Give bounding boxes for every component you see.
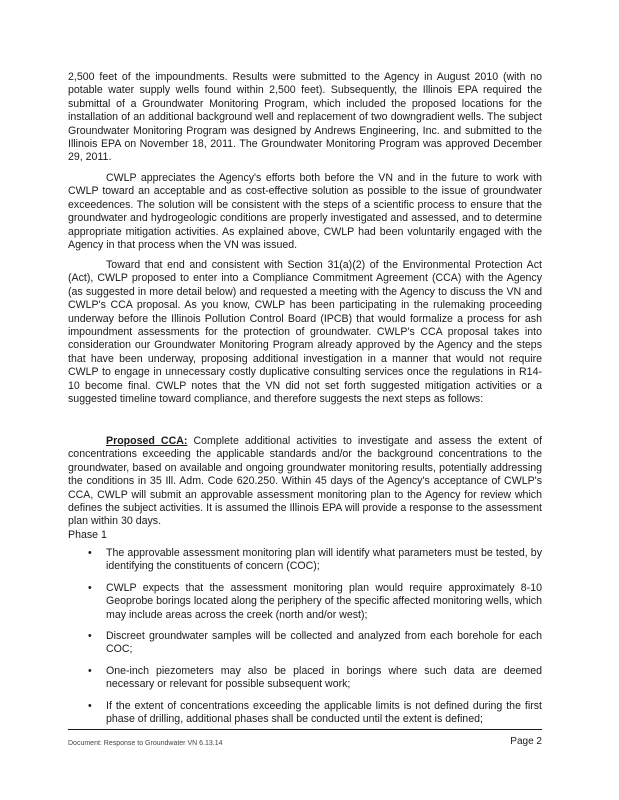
paragraph-1-text: 2,500 feet of the impoundments. Results were submitted to the Agency in August 2010 (with no potable water supply wells found within 2,500 feet). Subsequently, the Illinois EPA required the submittal of a Groundwater Monitoring Program, which included the proposed locations for the installation of an additional background well and replacement of two downgradient wells. The subject Groundwater Monitoring Program was designed by Andrews Engineering, Inc. and submitted to the Illinois EPA on November 18, 2011. The Groundwater Monitoring Program was approved December 29, 2011.: [68, 71, 542, 164]
proposed-cca-text: Complete additional activities to investigate and assess the extent of concentrations exceeding the applicable standards and/or the background concentrations to the groundwater, based on available and ongoing groundwater monitoring results, potentially addressing the conditions in 35 Ill. Adm. Code 620.250. Within 45 days of the Agency's acceptance of CWLP's CCA, CWLP will submit an approvable assessment monitoring plan to the Agency for review which defines the subject activities. It is assumed the Illinois EPA will provide a response to the assessment plan within 30 days.: [68, 435, 543, 528]
paragraph-1: [68, 71, 542, 165]
list-item-text: CWLP expects that the assessment monitoring plan would require approximately 8-10 Geoprobe borings located along the periphery of the specific affected monitoring wells, which may include areas across the creek (north and/or west);: [106, 581, 542, 621]
paragraph-4: [68, 435, 542, 529]
list-item: [68, 582, 542, 622]
bullet-icon: •: [88, 547, 92, 559]
paragraph-3-text: Toward that end and consistent with Section 31(a)(2) of the Environmental Protection Act (Act), CWLP proposed to enter into a Compliance Commitment Agreement (CCA) with the Agency (as suggested in more detail below) and requested a meeting with the Agency to discuss the VN and CWLP's CCA proposal. As you know, CWLP has been participating in the rulemaking proceeding underway before the Illinois Pollution Control Board (IPCB) that would formalize a process for ash impoundment assessments for the protection of groundwater. CWLP's CCA proposal takes into consideration our Groundwater Monitoring Program already approved by the Agency and the steps that have been underway, proposing additional investigation in a manner that would not require CWLP to engage in unnecessary costly duplicative consulting services once the regulations in R14-10 become final. CWLP notes that the VN did not set forth suggested mitigation activities or a suggested timeline toward compliance, and therefore suggests the next steps as follows:: [68, 259, 542, 406]
bullet-icon: •: [88, 581, 92, 594]
phase-label: Phase 1: [68, 529, 107, 541]
list-item-text: One-inch piezometers may also be placed in borings where such data are deemed necessary or relevant for possible subsequent work;: [106, 664, 542, 691]
footer-divider: [68, 729, 542, 730]
paragraph-2: [68, 172, 542, 252]
proposed-cca-heading: Proposed CCA:: [106, 435, 188, 447]
bullet-icon: •: [88, 630, 92, 643]
list-item-text: Discreet groundwater samples will be collected and analyzed from each borehole for each COC;: [106, 630, 542, 656]
bullet-icon: •: [88, 664, 92, 677]
page-number: Page 2: [510, 736, 542, 747]
proposed-cca-paragraph: [68, 435, 542, 529]
list-item-text: If the extent of concentrations exceeding the applicable limits is not defined during the first phase of drilling, additional phases shall be conducted until the extent is defined;: [106, 699, 542, 726]
list-item: [68, 630, 542, 657]
footer-document-title: Document: Response to Groundwater VN 6.13.14: [68, 740, 223, 747]
list-item: [68, 700, 542, 727]
list-item: [68, 665, 542, 692]
list-item: [68, 547, 542, 574]
paragraph-3: [68, 259, 542, 406]
list-item-text: The approvable assessment monitoring plan will identify what parameters must be tested, by identifying the constituents of concern (COC);: [106, 547, 542, 573]
paragraph-2-text: CWLP appreciates the Agency's efforts both before the VN and in the future to work with CWLP toward an acceptable and as cost-effective solution as possible to the issue of groundwater exceedences. The solution will be consistent with the steps of a scientific process to ensure that the groundwater and hydrogeologic conditions are properly investigated and assessed, and to determine appropriate mitigation activities. As explained above, CWLP had been voluntarily engaged with the Agency in that process when the VN was issued.: [68, 172, 542, 252]
phase-1-list: [68, 547, 542, 734]
bullet-icon: •: [88, 699, 92, 712]
